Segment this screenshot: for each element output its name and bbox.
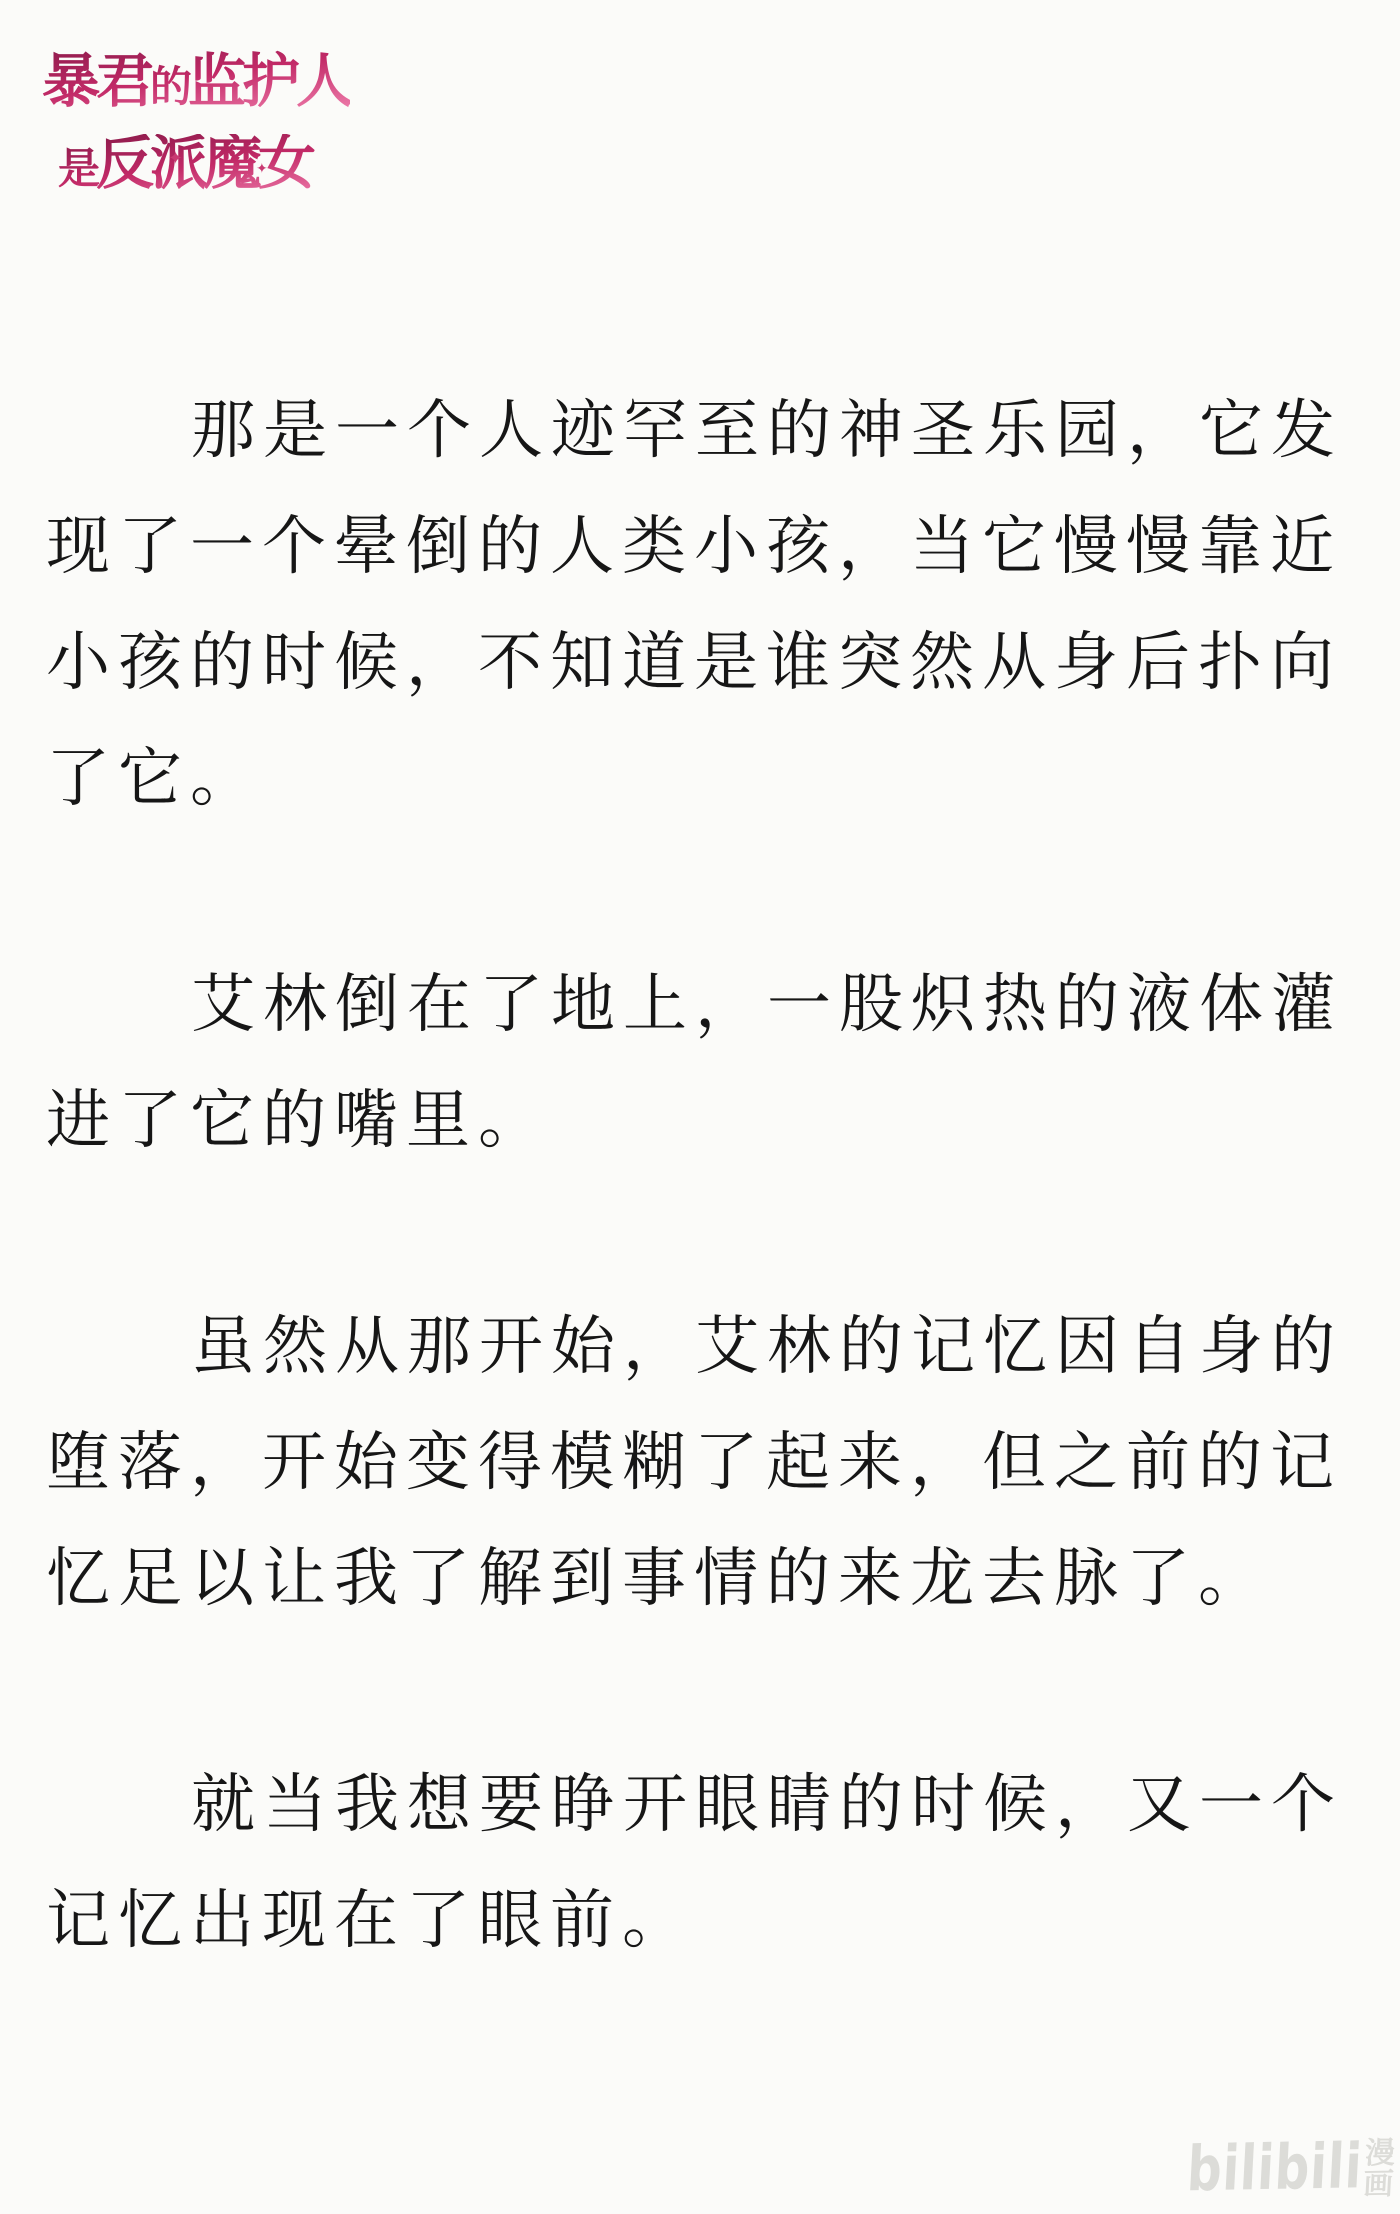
story-text [46, 372, 1358, 2088]
logo-text: 反派魔女 [96, 129, 313, 197]
sparkle-icon: ✦ [256, 161, 264, 177]
story-paragraph: 虽然从那开始，艾林的记忆因自身的堕落，开始变得模糊了起来，但之前的记忆足以让我了解到事情的来龙去脉了。 [46, 1310, 1343, 1614]
manga-char: 画 [1362, 2167, 1395, 2201]
logo-title-line2 [58, 129, 350, 197]
sparkle-icon: ✦ [168, 148, 180, 169]
bilibili-watermark [1136, 2129, 1396, 2206]
bilibili-logo: bilibili [1185, 2129, 1365, 2206]
story-paragraph: 就当我想要睁开眼睛的时候，又一个记忆出现在了眼前。 [46, 1768, 1343, 1956]
logo-text-small: 是 [58, 144, 97, 193]
logo-text-small: 的 [150, 62, 189, 111]
manga-char: 漫 [1363, 2136, 1396, 2170]
story-paragraph: 艾林倒在了地上，一股炽热的液体灌进了它的嘴里。 [46, 968, 1343, 1156]
series-logo [42, 38, 351, 197]
story-paragraph: 那是一个人迹罕至的神圣乐园，它发现了一个晕倒的人类小孩，当它慢慢靠近小孩的时候，不知道是谁突然从身后扑向了它。 [46, 394, 1343, 814]
logo-text: 暴君 [42, 47, 151, 115]
manga-label [1362, 2137, 1395, 2200]
logo-text: 监护人 [188, 47, 351, 115]
logo-title-line1 [42, 38, 351, 115]
